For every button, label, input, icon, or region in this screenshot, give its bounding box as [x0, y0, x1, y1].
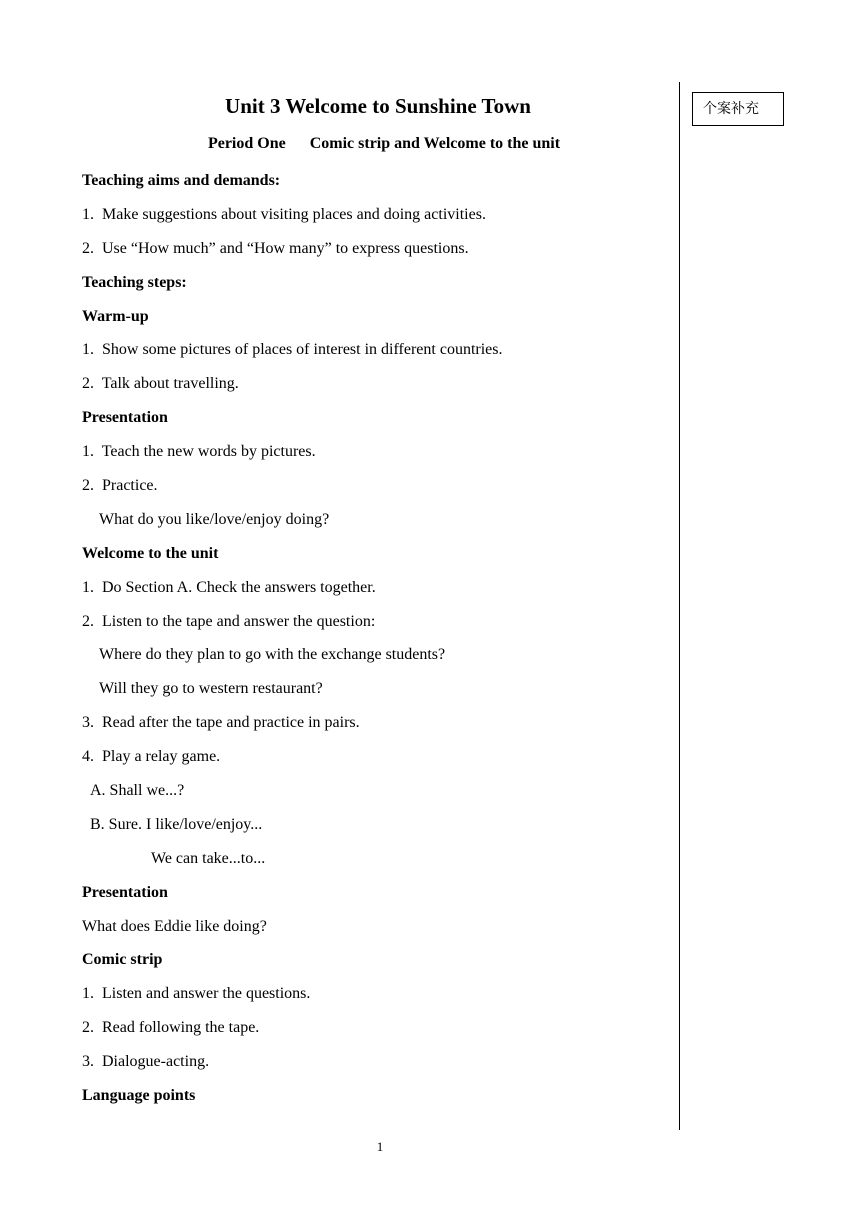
section-heading: Warm-up	[82, 307, 149, 325]
content-line: 3. Dialogue-acting.	[82, 1053, 210, 1071]
section-heading: Presentation	[82, 883, 168, 901]
content-lines	[82, 164, 668, 1113]
content-line: 2. Talk about travelling.	[82, 375, 239, 393]
section-heading: Teaching aims and demands:	[82, 172, 281, 189]
content-line: What does Eddie like doing?	[82, 917, 267, 935]
content-line: 2. Read following the tape.	[82, 1019, 260, 1037]
margin-divider-line	[679, 82, 680, 1130]
content-line: 1. Teach the new words by pictures.	[82, 443, 316, 461]
section-heading: Comic strip	[82, 951, 163, 969]
lesson-plan-body	[82, 90, 668, 1113]
section-heading: Language points	[82, 1087, 196, 1105]
content-line: A. Shall we...?	[90, 782, 185, 800]
content-line: 1. Make suggestions about visiting places and doing activities.	[82, 205, 486, 223]
content-line: 4. Play a relay game.	[82, 748, 221, 766]
content-line: Where do they plan to go with the exchange students?	[99, 646, 446, 664]
supplement-notes-label: 个案补充	[703, 101, 759, 117]
document-title: Unit 3 Welcome to Sunshine Town	[225, 94, 531, 118]
document-subtitle: Period One Comic strip and Welcome to the unit	[207, 135, 561, 152]
supplement-notes-box	[692, 92, 784, 126]
content-line: 1. Listen and answer the questions.	[82, 985, 311, 1003]
content-line: We can take...to...	[151, 849, 266, 867]
content-line: 1. Show some pictures of places of interest in different countries.	[82, 341, 503, 359]
content-line: 1. Do Section A. Check the answers together.	[82, 578, 376, 596]
content-line: What do you like/love/enjoy doing?	[99, 510, 330, 528]
content-line: Will they go to western restaurant?	[99, 680, 323, 698]
content-line: 2. Listen to the tape and answer the question:	[82, 612, 376, 630]
content-line: 2. Practice.	[82, 477, 158, 495]
section-heading: Welcome to the unit	[82, 544, 219, 562]
section-heading: Teaching steps:	[82, 273, 187, 291]
page-number: 1	[376, 1139, 384, 1154]
section-heading: Presentation	[82, 409, 168, 427]
content-line: B. Sure. I like/love/enjoy...	[90, 815, 263, 833]
content-line: 3. Read after the tape and practice in pairs.	[82, 714, 360, 732]
content-line: 2. Use “How much” and “How many” to express questions.	[82, 239, 469, 257]
